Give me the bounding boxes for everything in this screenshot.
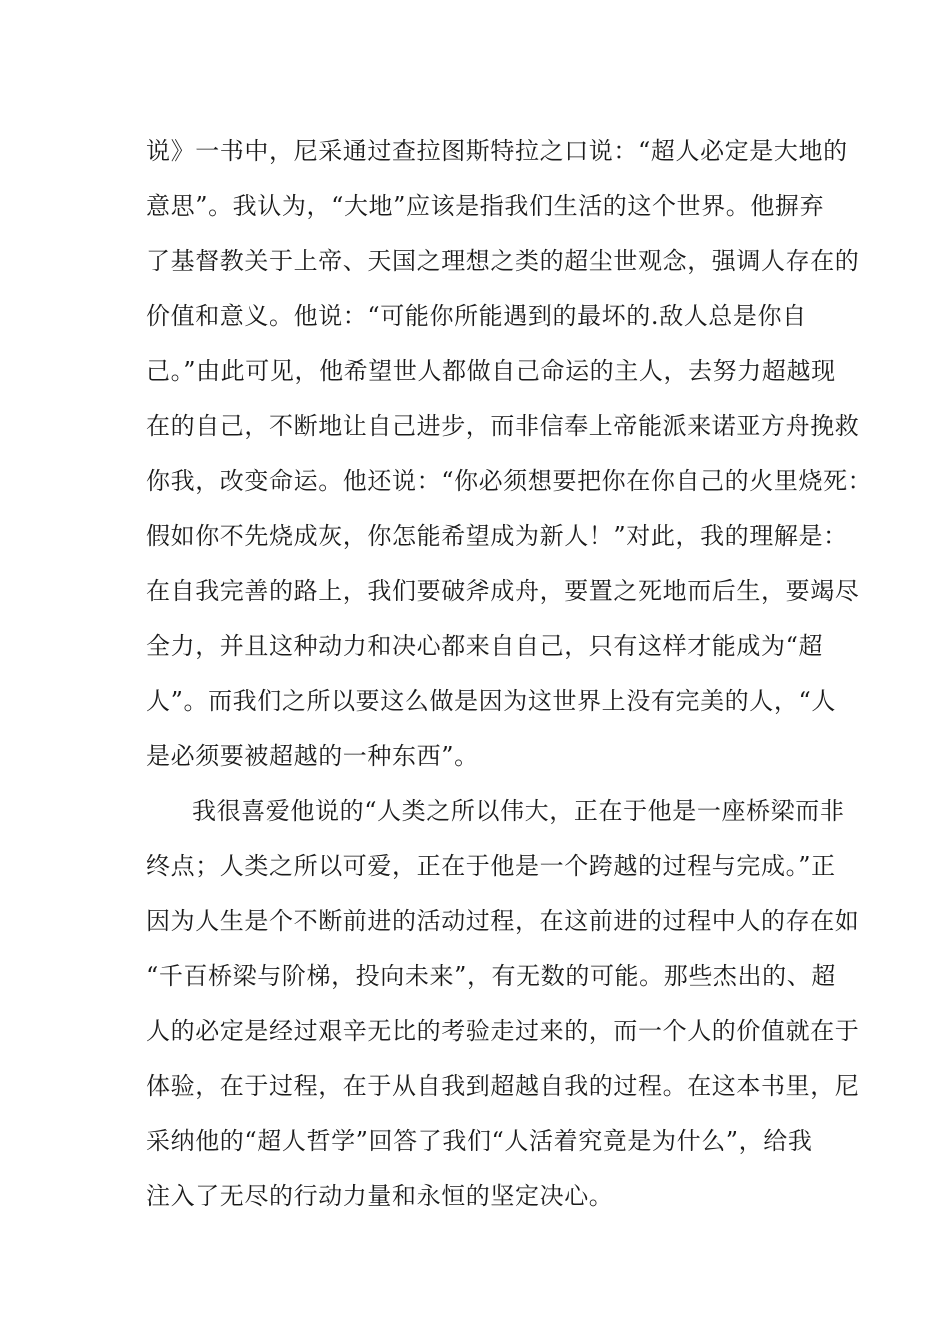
text-line: 了基督教关于上帝、天国之理想之类的超尘世观念，强调人存在的 [146,247,860,275]
text-line: 注入了无尽的行动力量和永恒的坚定决心。 [146,1182,614,1210]
text-line: 人”。而我们之所以要这么做是因为这世界上没有完美的人，“人 [146,687,836,715]
paragraph-1 [146,124,873,784]
text-line: 终点；人类之所以可爱，正在于他是一个跨越的过程与完成。”正 [146,852,836,880]
text-line: 在的自己，不断地让自己进步，而非信奉上帝能派来诺亚方舟挽救 [146,412,860,440]
text-line: 说》一书中，尼采通过查拉图斯特拉之口说：“超人必定是大地的 [146,137,848,165]
text-line: 我很喜爱他说的“人类之所以伟大，正在于他是一座桥梁而非 [192,797,845,825]
text-line: 在自我完善的路上，我们要破斧成舟，要置之死地而后生，要竭尽 [146,577,860,605]
text-line: 你我，改变命运。他还说：“你必须想要把你在你自己的火里烧死： [146,467,873,495]
text-line: 全力，并且这种动力和决心都来自自己，只有这样才能成为“超 [146,632,824,660]
text-line: 体验，在于过程，在于从自我到超越自我的过程。在这本书里，尼 [146,1072,860,1100]
text-line: 因为人生是个不断前进的活动过程，在这前进的过程中人的存在如 [146,907,860,935]
text-line: 己。”由此可见，他希望世人都做自己命运的主人，去努力超越现 [146,357,836,385]
text-line: 价值和意义。他说：“可能你所能遇到的最坏的.敌人总是你自 [146,302,807,330]
text-line: 人的必定是经过艰辛无比的考验走过来的，而一个人的价值就在于 [146,1017,860,1045]
text-line: “千百桥梁与阶梯，投向未来”，有无数的可能。那些杰出的、超 [146,962,836,990]
text-line: 是必须要被超越的一种东西”。 [146,742,479,770]
text-line: 意思”。我认为，“大地”应该是指我们生活的这个世界。他摒弃 [146,192,825,220]
paragraph-2 [146,784,860,1224]
text-line: 假如你不先烧成灰，你怎能希望成为新人！”对此，我的理解是： [146,522,848,550]
text-line: 采纳他的“超人哲学”回答了我们“人活着究竟是为什么”，给我 [146,1127,813,1155]
body-text [146,124,873,1224]
